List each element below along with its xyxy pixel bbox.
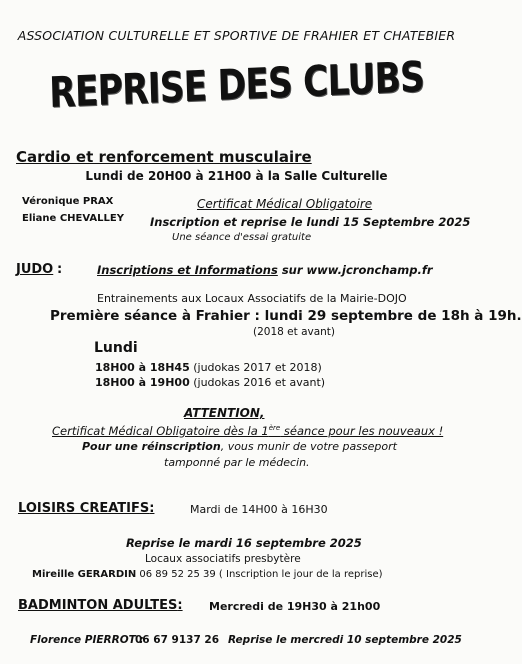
badminton-heading-text: BADMINTON ADULTES xyxy=(18,598,178,613)
judo-stamped: tamponné par le médecin. xyxy=(164,456,310,469)
judo-day: Lundi xyxy=(94,340,138,356)
loisirs-restart: Reprise le mardi 16 septembre 2025 xyxy=(126,536,362,550)
cardio-instructor-2: Eliane CHEVALLEY xyxy=(22,213,124,224)
loisirs-contact-name: Mireille GERARDIN xyxy=(32,569,137,580)
cardio-instructor-1: Véronique PRAX xyxy=(22,196,114,207)
cardio-heading: Cardio et renforcement musculaire xyxy=(16,148,312,166)
page-title xyxy=(0,52,473,117)
badminton-heading xyxy=(18,598,183,613)
judo-slot-1 xyxy=(95,361,322,374)
badminton-restart: Reprise le mercredi 10 septembre 2025 xyxy=(228,634,462,646)
judo-reinscription-rest: , vous munir de votre passeport xyxy=(220,440,397,453)
badminton-phone: 06 67 9137 26 xyxy=(135,634,220,646)
judo-slot-1-note: (judokas 2017 et 2018) xyxy=(189,361,322,374)
judo-info-label: Inscriptions et Informations xyxy=(97,263,278,277)
judo-slot-2-time: 18H00 à 19H00 xyxy=(95,376,190,389)
title-text: REPRISE DES CLUBS xyxy=(48,52,425,117)
judo-slot-2-note: (judokas 2016 et avant) xyxy=(189,376,326,389)
judo-year-note: (2018 et avant) xyxy=(253,326,336,338)
judo-trainings: Entrainements aux Locaux Associatifs de la Mairie-DOJO xyxy=(97,292,407,305)
loisirs-contact-rest: 06 89 52 25 39 ( Inscription le jour de la reprise) xyxy=(136,569,383,580)
badminton-colon: : xyxy=(177,598,183,613)
judo-info xyxy=(97,263,433,277)
judo-cert-sup: ère xyxy=(268,424,281,433)
loisirs-heading-text: LOISIRS CREATIFS xyxy=(18,501,150,516)
judo-heading: JUDO xyxy=(16,262,54,277)
badminton-contact-name: Florence PIERROT : xyxy=(30,634,144,646)
association-name: ASSOCIATION CULTURELLE ET SPORTIVE DE FRAHIER ET CHATEBIER xyxy=(17,28,456,43)
loisirs-heading xyxy=(18,501,154,516)
judo-slot-2 xyxy=(95,376,325,389)
judo-reinscription xyxy=(82,440,397,453)
cardio-schedule: Lundi de 20H00 à 21H00 à la Salle Culturelle xyxy=(85,169,388,183)
judo-cert-prefix: Certificat Médical Obligatoire dès la 1 xyxy=(52,424,269,438)
judo-reinscription-bold: Pour une réinscription xyxy=(82,440,221,453)
judo-attention: ATTENTION, xyxy=(184,406,265,420)
loisirs-place: Locaux associatifs presbytère xyxy=(145,553,301,565)
judo-cert-suffix: séance pour les nouveaux ! xyxy=(280,424,444,438)
cardio-trial: Une séance d'essai gratuite xyxy=(172,232,312,243)
badminton-schedule: Mercredi de 19H30 à 21h00 xyxy=(209,600,381,613)
judo-colon: : xyxy=(57,262,63,277)
judo-first-session: Première séance à Frahier : lundi 29 septembre de 18h à 19h. xyxy=(50,308,522,324)
judo-certificate xyxy=(52,424,443,438)
judo-slot-1-time: 18H00 à 18H45 xyxy=(95,361,190,374)
loisirs-colon: : xyxy=(149,501,155,516)
cardio-certificate: Certificat Médical Obligatoire xyxy=(197,197,373,211)
cardio-registration: Inscription et reprise le lundi 15 Septembre 2025 xyxy=(150,215,471,229)
judo-website: sur www.jcronchamp.fr xyxy=(277,263,433,277)
loisirs-contact xyxy=(32,569,383,580)
loisirs-schedule: Mardi de 14H00 à 16H30 xyxy=(190,503,328,516)
